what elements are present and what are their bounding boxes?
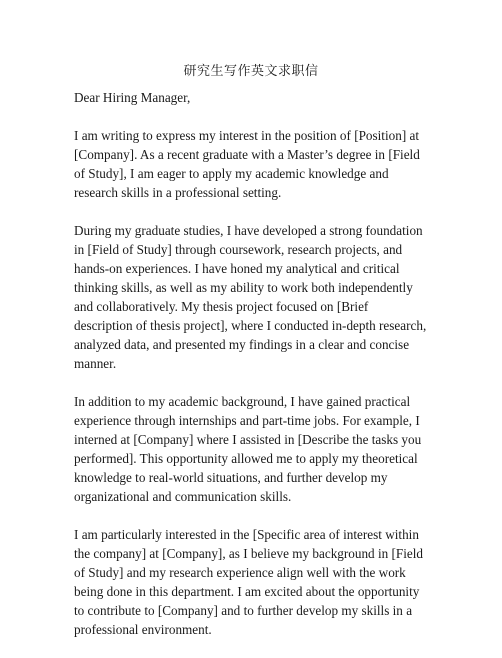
paragraph-line: performed]. This opportunity allowed me to apply my theoretical — [74, 451, 418, 466]
paragraph-line: of Study], I am eager to apply my academic knowledge and — [74, 166, 389, 181]
paragraph-line: description of thesis project], where I conducted in-depth research, — [74, 318, 427, 333]
paragraph-line: research skills in a professional setting. — [74, 185, 282, 200]
paragraph-4 — [74, 525, 434, 639]
paragraph-1 — [74, 126, 434, 202]
document-title: 研究生写作英文求职信 — [183, 64, 319, 79]
paragraph-3 — [74, 392, 434, 506]
paragraph-line: manner. — [74, 356, 117, 371]
paragraph-line: I am writing to express my interest in the position of [Position] at — [74, 128, 420, 143]
paragraph-line: analyzed data, and presented my findings in a clear and concise — [74, 337, 410, 352]
paragraph-line: of Study] and my research experience align well with the work — [74, 565, 406, 580]
paragraph-line: thinking skills, as well as my ability to work both independently — [74, 280, 413, 295]
paragraph-line: experience through internships and part-time jobs. For example, I — [74, 413, 420, 428]
paragraph-line: hands-on experiences. I have honed my analytical and critical — [74, 261, 400, 276]
paragraph-line: professional environment. — [74, 622, 212, 637]
paragraph-line: During my graduate studies, I have developed a strong foundation — [74, 223, 423, 238]
salutation-text: Dear Hiring Manager, — [74, 90, 191, 105]
paragraph-line: the company] at [Company], as I believe my background in [Field — [74, 546, 424, 561]
paragraph-line: I am particularly interested in the [Specific area of interest within — [74, 527, 419, 542]
paragraph-line: In addition to my academic background, I have gained practical — [74, 394, 411, 409]
paragraph-line: organizational and communication skills. — [74, 489, 292, 504]
paragraph-line: knowledge to real-world situations, and further develop my — [74, 470, 388, 485]
paragraph-line: to contribute to [Company] and to further develop my skills in a — [74, 603, 413, 618]
paragraph-2 — [74, 221, 434, 373]
paragraph-line: interned at [Company] where I assisted in [Describe the tasks you — [74, 432, 422, 447]
paragraph-line: [Company]. As a recent graduate with a Master’s degree in [Field — [74, 147, 420, 162]
salutation — [74, 88, 434, 107]
paragraph-line: and collaboratively. My thesis project focused on [Brief — [74, 299, 369, 314]
paragraph-line: in [Field of Study] through coursework, research projects, and — [74, 242, 403, 257]
paragraph-line: being done in this department. I am excited about the opportunity — [74, 584, 420, 599]
letter-body — [74, 88, 434, 658]
